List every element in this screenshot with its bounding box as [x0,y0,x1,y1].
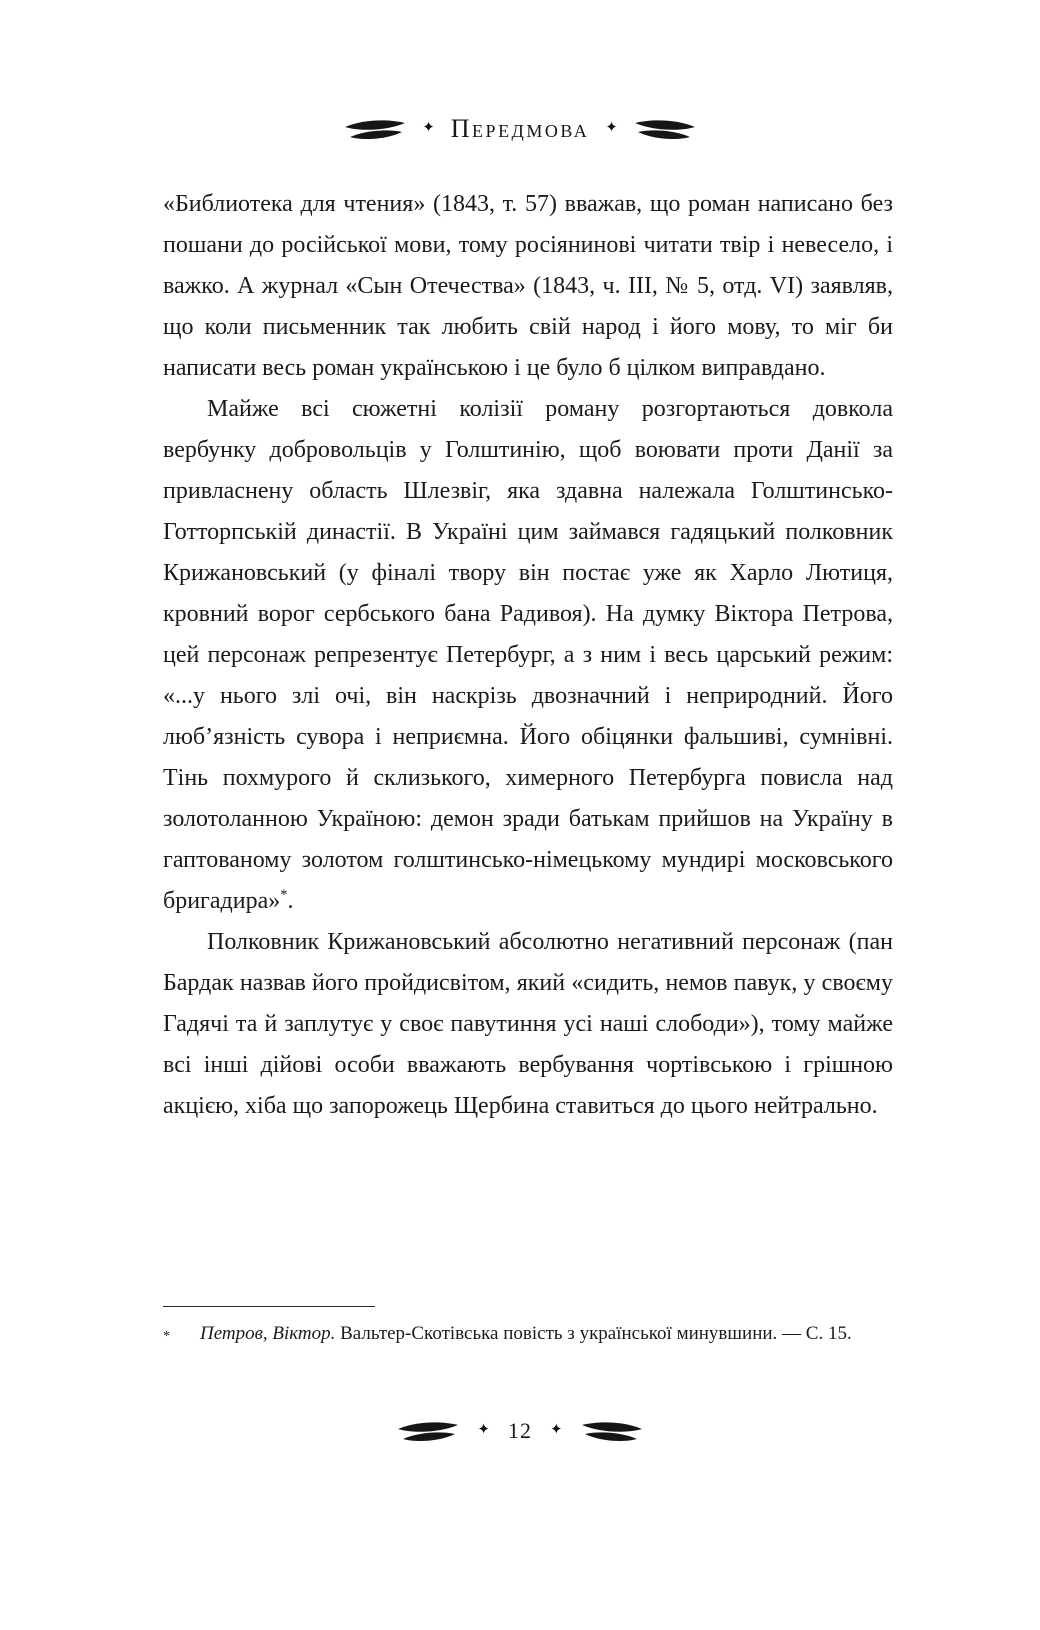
diamond-icon: ✦ [550,1421,563,1438]
paragraph-3-text: Полковник Крижановський абсолютно негативний персонаж (пан Бардак назвав його пройдисвітом, який «сидить, немов павук, у своєму Гадячі та й заплутує у своє павутиння усі наші слободи»), тому майже всі інші дійові особи вважають вербування чортівською і грішною акцією, хіба що запорожець Щербина ставиться до цього нейтрально. [163,929,893,1119]
leaf-ornament-right-icon [634,116,696,142]
footnote-block [163,1306,893,1351]
footnote-separator-rule [163,1306,375,1307]
paragraph-2-text: Майже всі сюжетні колізії роману розгортаються довкола вербунку добровольців у Голштинію, щоб воювати проти Данії за привласнену область Шлезвіг, яка здавна належала Голштинсько-Готторпській династії. В Україні цим займався гадяцький полковник Крижановський (у фіналі твору він постає уже як Харло Лютиця, кровний ворог сербського бана Радивоя). На думку Віктора Петрова, цей персонаж репрезентує Петербург, а з ним і весь царський режим: «...у нього злі очі, він наскрізь двозначний і неприродний. Його люб’язність сувора і неприємна. Його обіцянки фальшиві, сумнівні. Тінь похмурого й склизького, химерного Петербурга повисла над золотоланною Україною: демон зради батькам прийшов на Україну в гаптованому золотом голштинсько-німецькому мундирі московського бригадира» [163,396,893,914]
diamond-icon: ✦ [605,119,618,136]
diamond-icon: ✦ [422,119,435,136]
diamond-icon: ✦ [477,1421,490,1438]
footnote-body: Вальтер-Скотівська повість з української минувшини. — С. 15. [335,1323,852,1344]
paragraph-2-tail: . [287,888,294,914]
paragraph-2 [163,389,893,922]
paragraph-1 [163,184,893,389]
footnote-reference-marker: * [280,887,288,903]
footnote-marker: * [163,1329,170,1344]
page-number: 12 [508,1418,532,1443]
paragraph-1-text: «Библиотека для чтения» (1843, т. 57) вважав, що роман написано без пошани до російської мови, тому росіянинові читати твір і невесело, і важко. А журнал «Сын Отечества» (1843, ч. III, № 5, отд. VI) заявляв, що коли письменник так любить свій народ і його мову, то міг би написати весь роман українською і це було б цілком виправдано. [163,191,893,381]
body-text [163,184,893,1127]
chapter-title: Передмова [450,114,590,143]
leaf-ornament-left-icon [344,116,406,142]
leaf-ornament-left-icon [397,1418,459,1444]
leaf-ornament-right-icon [581,1418,643,1444]
footnote-author: Петров, Віктор. [200,1323,336,1344]
footnote [163,1320,893,1351]
footnote-text [200,1320,893,1351]
paragraph-3 [163,922,893,1127]
chapter-header [0,114,1040,144]
page-footer [0,1418,1040,1444]
